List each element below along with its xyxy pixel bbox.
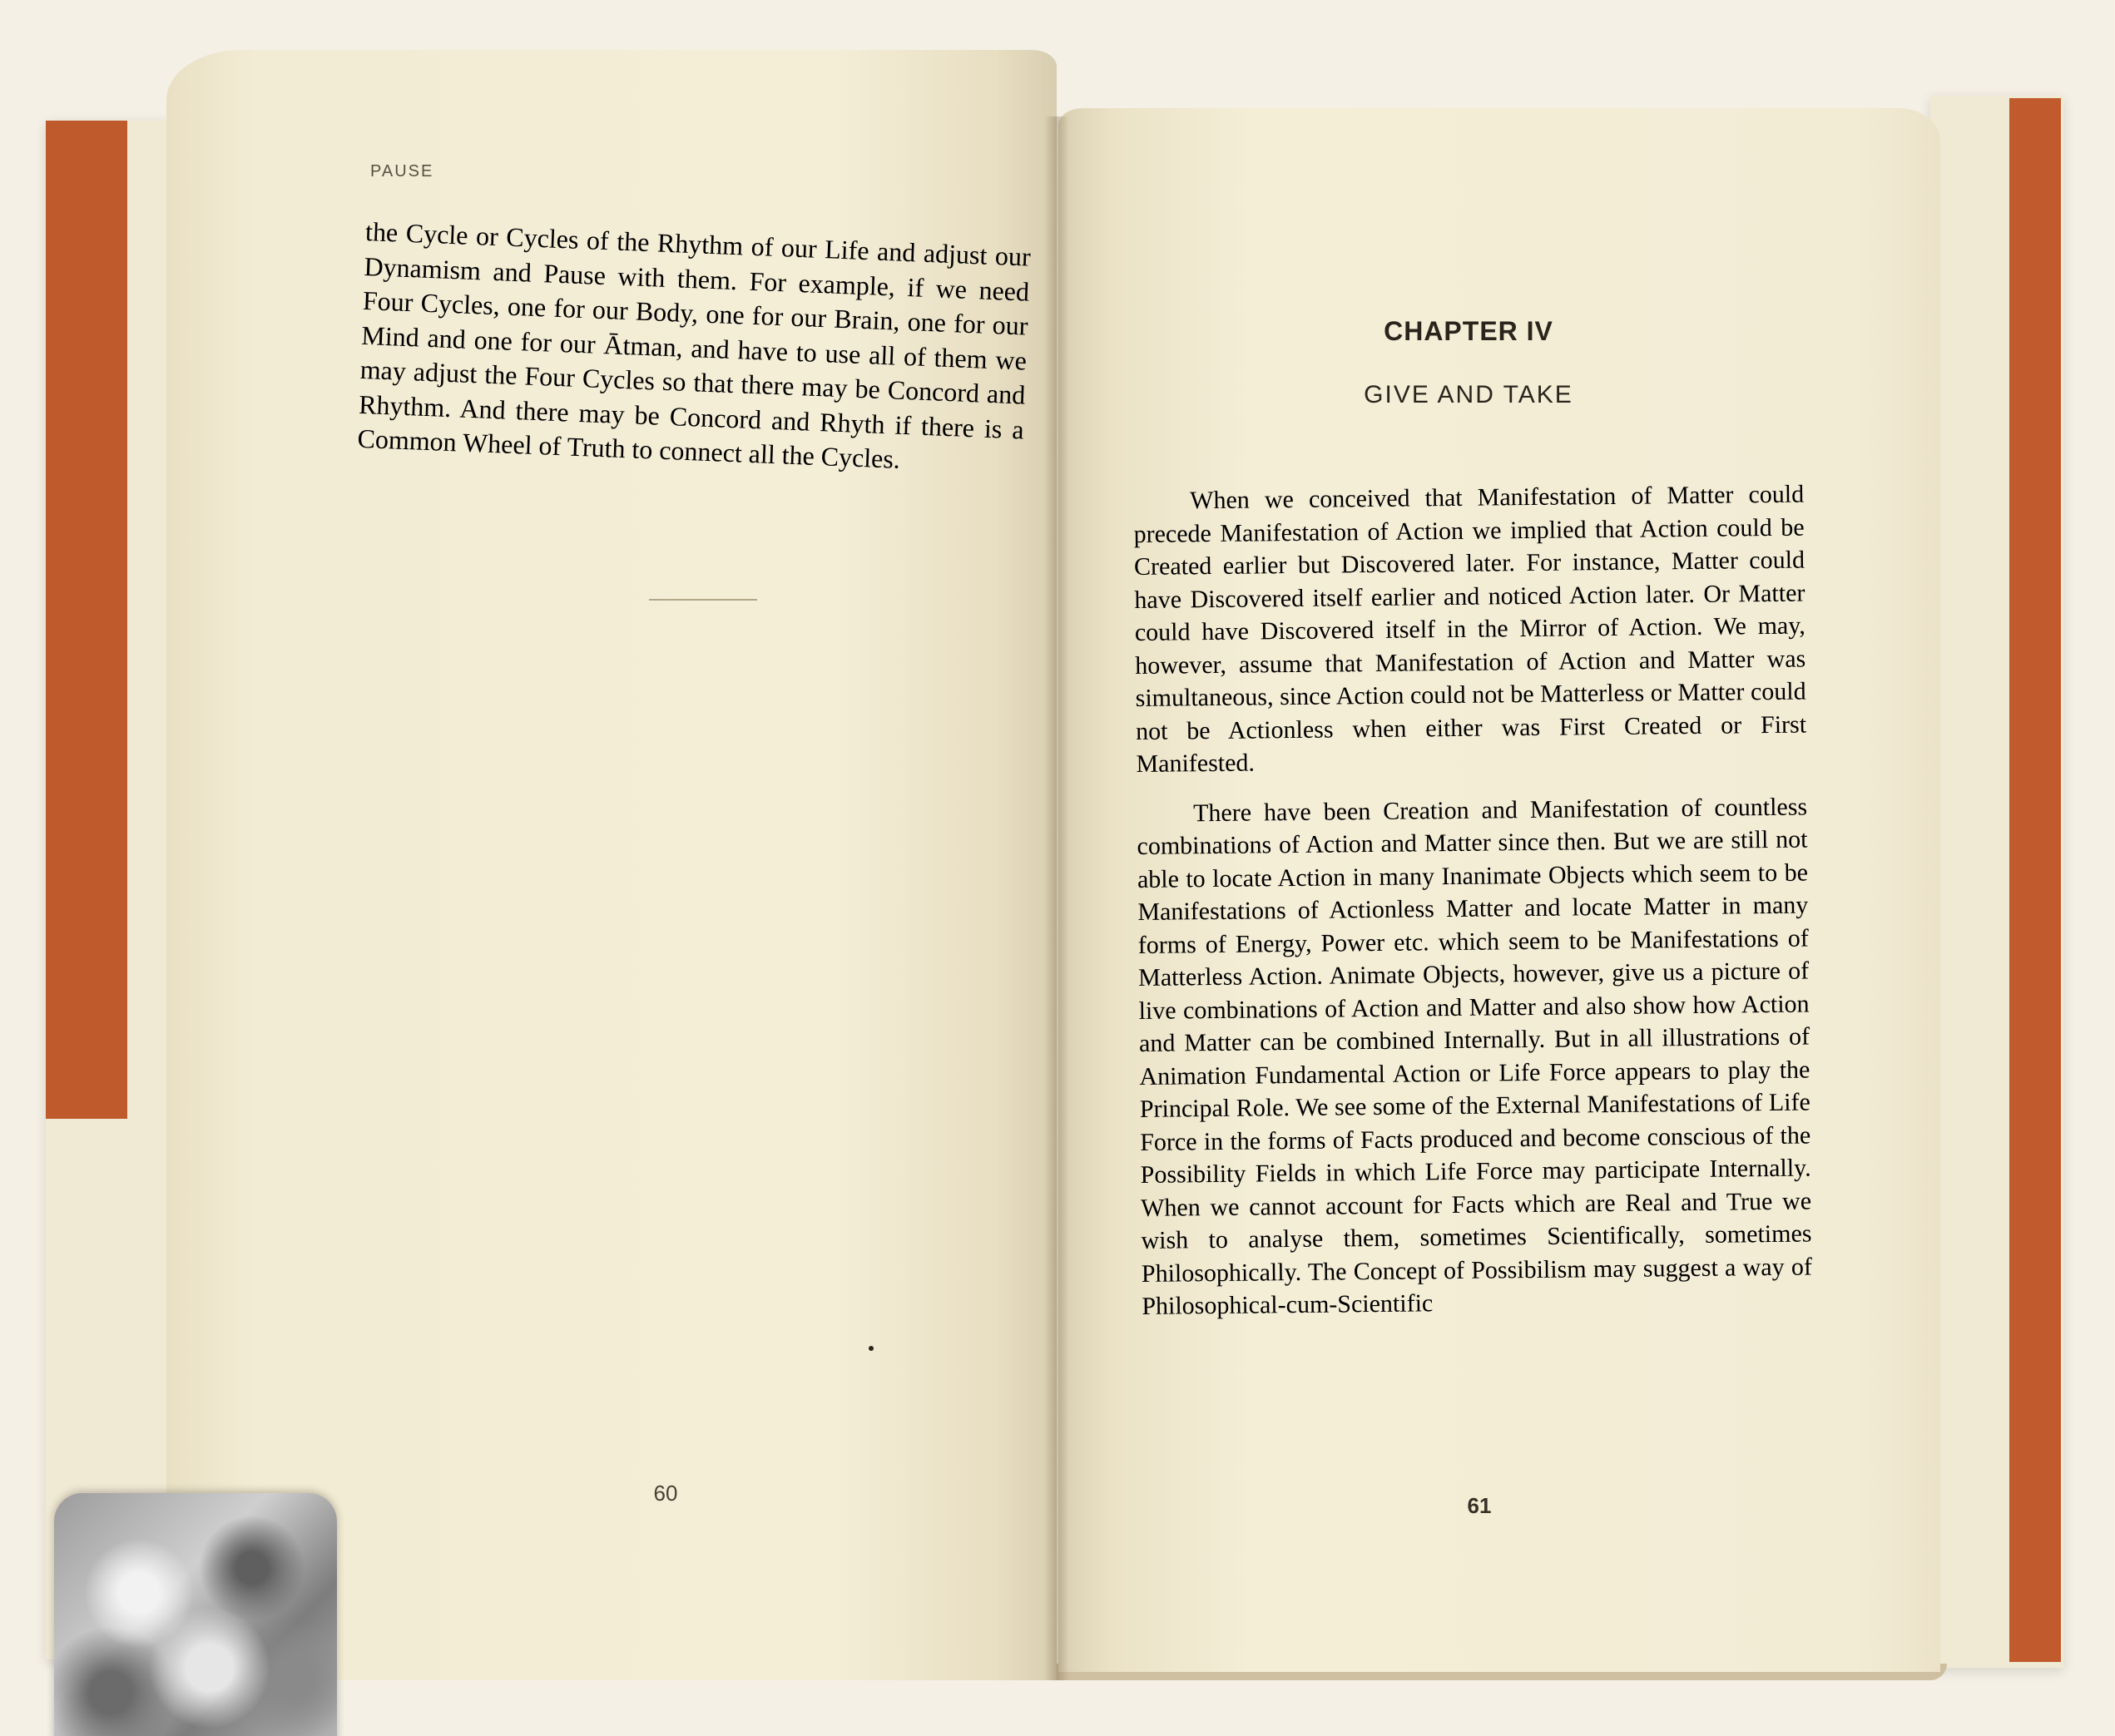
cover-stripe-right [2009, 98, 2061, 1662]
ink-dot [869, 1346, 874, 1351]
book-gutter [1044, 116, 1069, 1680]
cover-stripe-left [46, 121, 127, 1119]
right-page-text [1133, 478, 1813, 1323]
running-head: PAUSE [370, 162, 434, 181]
page-number-right: 61 [1467, 1493, 1492, 1518]
left-page-text [357, 215, 1032, 482]
chapter-number: CHAPTER IV [1384, 316, 1553, 346]
section-rule [649, 599, 757, 601]
left-paragraph: the Cycle or Cycles of the Rhythm of our Life and adjust our Dynamism and Pause with them. For example, if we need Four Cycles, one for our Body, one for our Brain, one for our Mind and one for our Ātman, and have to use all of them we may adjust the Four Cycles so that there may be Concord and Rhythm. And there may be Concord and Rhyth if there is a Common Wheel of Truth to connect all the Cycles. [356, 215, 1032, 474]
marble-weight [54, 1493, 337, 1736]
right-paragraph-2: There have been Creation and Manifestation of countless combinations of Action and Matter since then. But we are still not able to locate Action in many Inanimate Objects which seem to be Manifestations of Actionless Matter and locate Matter in many forms of Energy, Power etc. which seem to be Manifestations of Matterless Action. Animate Objects, however, give us a picture of live combinations of Action and Matter and also show how Action and Matter can be combined Internally. But in all illustrations of Animation Fundamental Action or Life Force appears to play the Principal Role. We see some of the External Manifestations of Life Force in the forms of Facts produced and become conscious of the Possibility Fields in which Life Force may participate Internally. When we cannot account for Facts which are Real and True we wish to analyse them, sometimes Scientifically, sometimes Philosophically. The Concept of Possibilism may suggest a way of Philosophical-cum-Scientific [1137, 793, 1813, 1320]
page-number-left: 60 [653, 1481, 678, 1506]
right-paragraph-1: When we conceived that Manifestation of Matter could precede Manifestation of Action we implied that Action could be Created earlier but Discovered later. For instance, Matter could have Discovered itself earlier and noticed Action later. Or Matter could have Discovered itself in the Mirror of Action. We may, however, assume that Manifestation of Action and Matter was simultaneous, since Action could not be Matterless or Matter could not be Actionless when either was First Created or First Manifested. [1133, 480, 1807, 778]
chapter-title: GIVE AND TAKE [1364, 381, 1573, 408]
